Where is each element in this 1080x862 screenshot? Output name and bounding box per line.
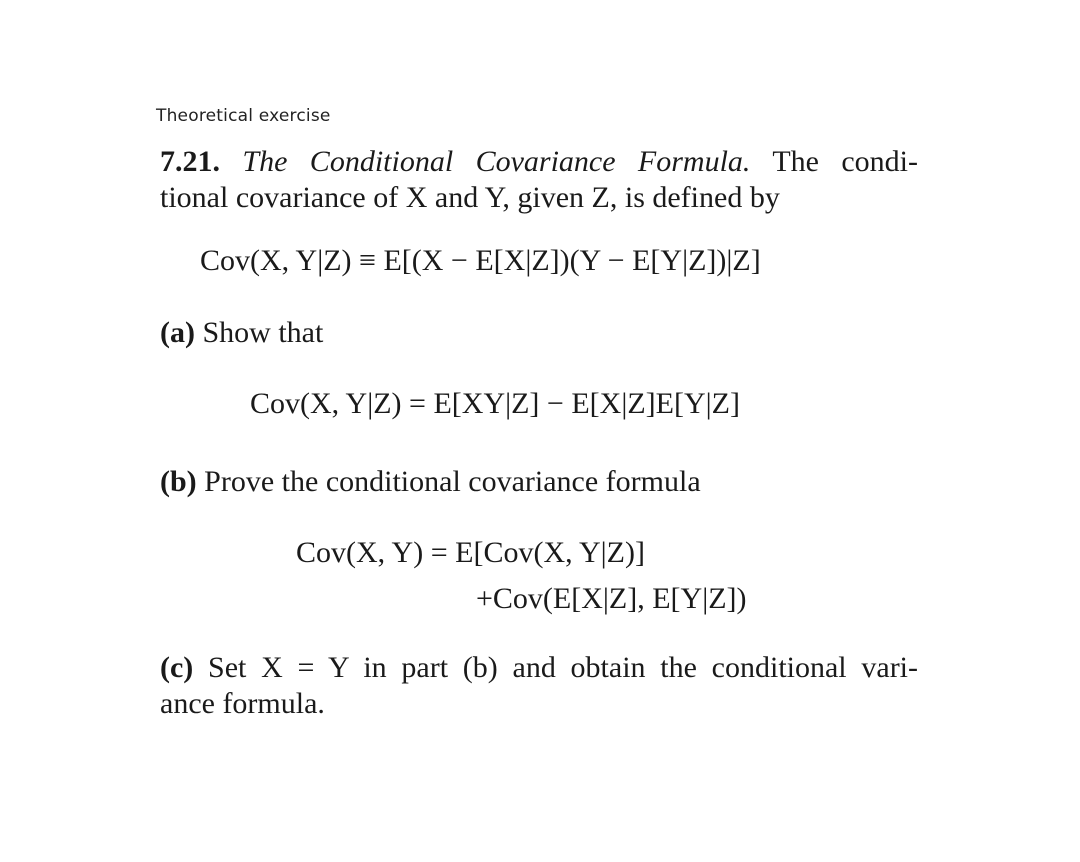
part-b-equation-line-2: +Cov(E[X|Z], E[Y|Z]) [476, 582, 747, 615]
exercise-title: The Conditional Covariance Formula. [242, 145, 751, 178]
part-c-line-1 [160, 650, 918, 686]
part-c-text-line-1: Set X = Y in part (b) and obtain the conditional vari- [208, 651, 919, 684]
exercise-intro-line-2: tional covariance of X and Y, given Z, is defined by [160, 181, 780, 214]
part-b-equation-line-1: Cov(X, Y) = E[Cov(X, Y|Z)] [296, 536, 645, 569]
part-c-label: (c) [160, 651, 194, 684]
part-a-label: (a) [160, 316, 195, 349]
part-b-text: Prove the conditional covariance formula [204, 465, 701, 498]
part-a-text: Show that [202, 316, 324, 349]
part-c-line-2: ance formula. [160, 687, 325, 720]
definition-equation: Cov(X, Y|Z) ≡ E[(X − E[X|Z])(Y − E[Y|Z])|Z] [200, 244, 761, 277]
exercise-intro [160, 144, 920, 216]
part-a-equation: Cov(X, Y|Z) = E[XY|Z] − E[X|Z]E[Y|Z] [250, 387, 740, 420]
exercise-intro-rest: The condi- [772, 145, 918, 178]
section-label: Theoretical exercise [156, 106, 331, 126]
exercise-number: 7.21. [160, 145, 220, 178]
part-a [160, 315, 323, 351]
part-b-label: (b) [160, 465, 197, 498]
exercise-intro-line-1 [160, 144, 918, 180]
part-b [160, 464, 701, 500]
part-c [160, 650, 920, 722]
